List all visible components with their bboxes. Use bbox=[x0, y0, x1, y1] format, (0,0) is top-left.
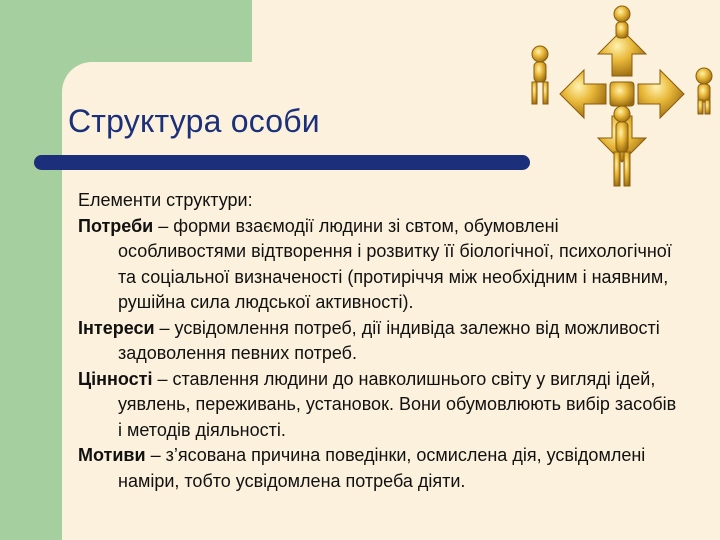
definition-values: – ставлення людини до навколишнього світу у вигляді ідей, уявлень, переживань, установок. Вони обумовлюють вибір засобів і методів діяльності. bbox=[118, 368, 677, 440]
slide-content bbox=[78, 188, 678, 494]
definition-needs: – форми взаємодії людини зі свтом, обумовлені особливостями відтворення і розвитку її біологічної, психологічної та соціальної визначеності (протиріччя між необхідним і наявним, рушійна сила людської активності). bbox=[118, 215, 672, 312]
definition-interests: – усвідомлення потреб, дії індивіда залежно від можливості задоволення певних потреб. bbox=[118, 317, 660, 363]
definition-motives: – з’ясована причина поведінки, осмислена дія, усвідомлені наміри, тобто усвідомлена потреба діяти. bbox=[118, 445, 646, 491]
structure-elements-heading: Елементи структури: bbox=[78, 190, 253, 210]
golden-figures-puzzle-arrows-icon bbox=[524, 2, 720, 203]
title-rule bbox=[34, 155, 530, 170]
term-interests: Інтереси bbox=[78, 317, 155, 338]
list-item-needs bbox=[78, 214, 678, 316]
decorative-green-strip bbox=[0, 0, 62, 540]
list-item-motives bbox=[78, 443, 678, 494]
slide-title: Структура особи bbox=[68, 103, 320, 139]
term-values: Цінності bbox=[78, 368, 153, 389]
term-needs: Потреби bbox=[78, 215, 154, 236]
term-motives: Мотиви bbox=[78, 445, 146, 465]
list-item-interests bbox=[78, 316, 678, 367]
list-item-values bbox=[78, 367, 678, 444]
